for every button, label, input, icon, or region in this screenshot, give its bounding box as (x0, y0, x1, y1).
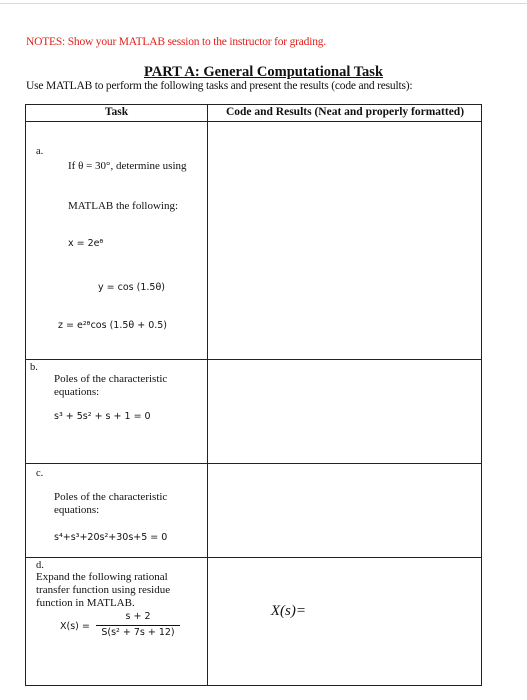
task-b-line-1: Poles of the characteristic (54, 373, 168, 385)
task-a-label: a. (36, 146, 44, 157)
task-b-line-2: equations: (54, 386, 100, 398)
task-b-answer-cell[interactable] (208, 360, 482, 463)
task-c-line-1: Poles of the characteristic (54, 491, 168, 503)
task-d-line-3: function in MATLAB. (36, 597, 135, 609)
task-d-line-1: Expand the following rational (36, 571, 168, 583)
task-a-eq-x: x = 2eᶿ (68, 238, 104, 249)
task-a-eq-y: y = cos (1.5θ) (98, 282, 165, 293)
task-d-label: d. (36, 560, 44, 571)
task-d-line-2: transfer function using residue (36, 584, 171, 596)
section-title: PART A: General Computational Task (143, 64, 384, 80)
transfer-function-numerator: s + 2 (125, 611, 151, 622)
task-a-eq-z: z = e²ᶿcos (1.5θ + 0.5) (58, 320, 168, 331)
instructions: Use MATLAB to perform the following tasks and present the results (code and results): (26, 80, 413, 92)
fraction-bar (96, 625, 180, 626)
task-d-answer-cell[interactable] (208, 558, 482, 685)
header-code-results: Code and Results (Neat and properly formatted) (225, 106, 465, 118)
top-divider (0, 3, 527, 4)
task-b-equation: s³ + 5s² + s + 1 = 0 (54, 411, 151, 422)
transfer-function-lhs: X(s) = (60, 621, 90, 632)
task-a-answer-cell[interactable] (208, 122, 482, 359)
grading-note: NOTES: Show your MATLAB session to the instructor for grading. (26, 36, 326, 48)
task-d-answer-prefix: X(s)= (270, 603, 306, 619)
task-c-line-2: equations: (54, 504, 100, 516)
transfer-function-denominator: S(s² + 7s + 12) (101, 627, 175, 638)
task-c-label: c. (36, 468, 44, 479)
transfer-function-fraction (96, 611, 180, 641)
task-c-equation: s⁴+s³+20s²+30s+5 = 0 (54, 532, 168, 543)
task-table (25, 104, 482, 686)
task-b-label: b. (30, 362, 38, 373)
task-c-answer-cell[interactable] (208, 464, 482, 557)
task-a-intro-2: MATLAB the following: (68, 200, 178, 212)
header-task: Task (104, 106, 129, 118)
task-a-intro: If θ = 30°, determine using (68, 160, 187, 172)
